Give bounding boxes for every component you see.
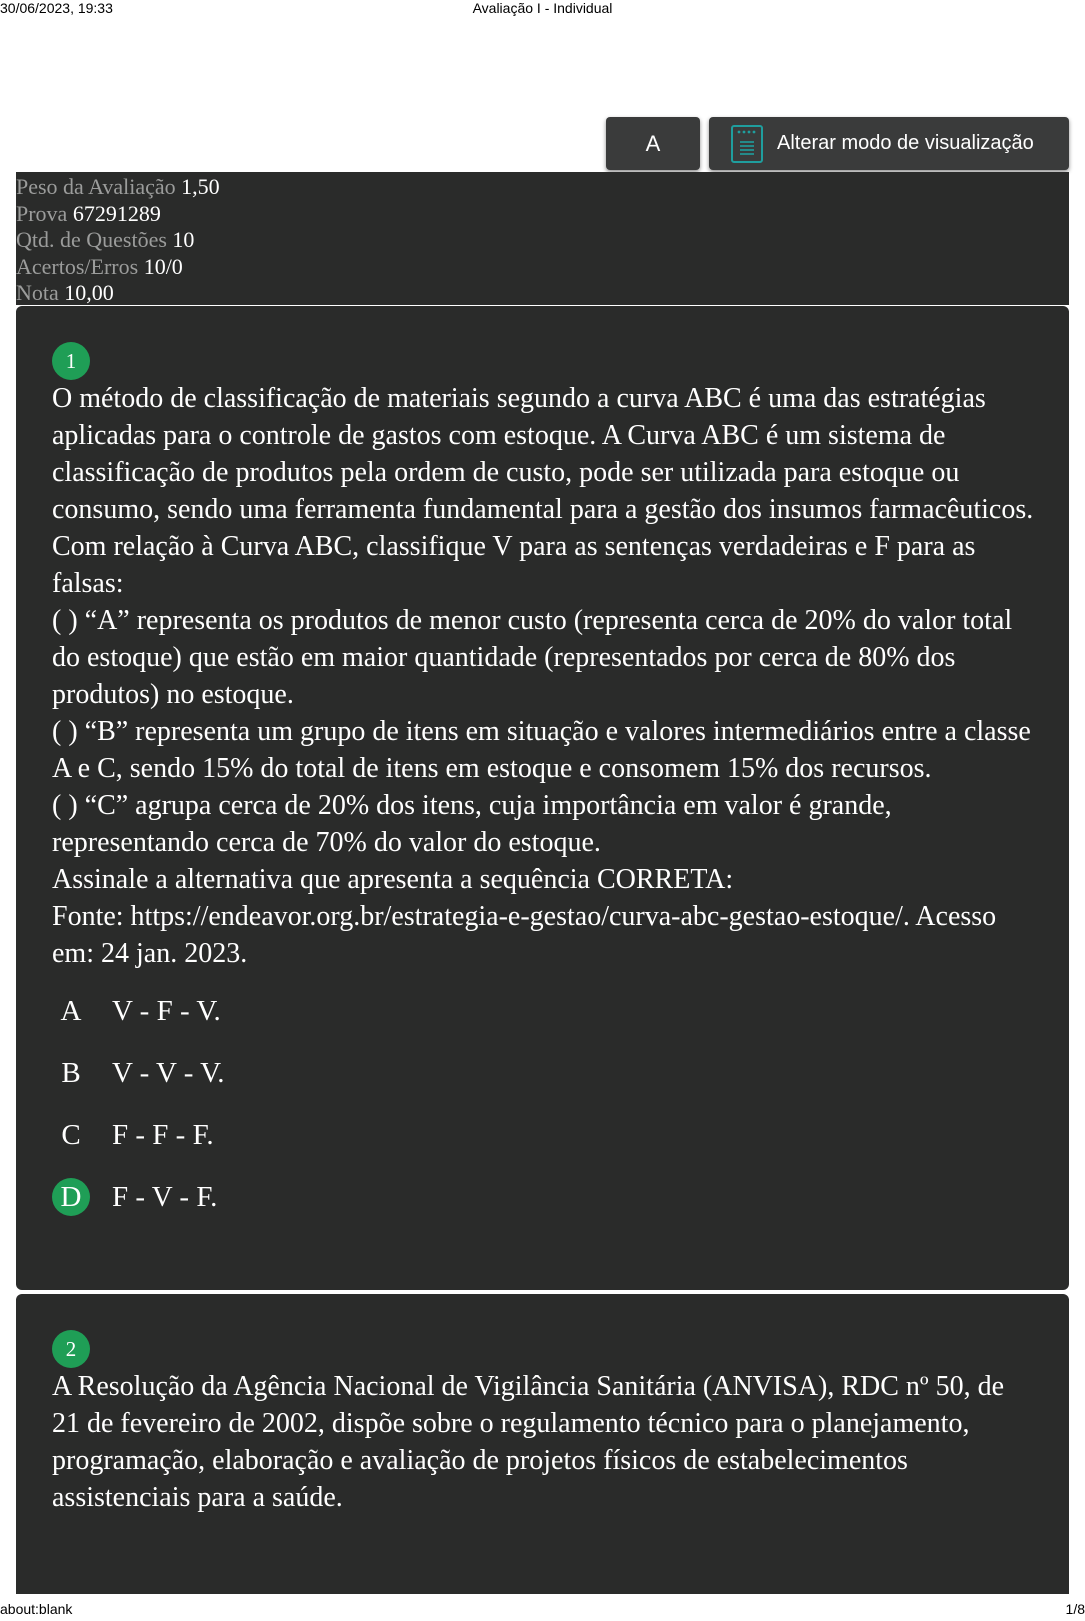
document-list-icon bbox=[731, 125, 763, 163]
question-source: Fonte: https://endeavor.org.br/estrategia-e-gestao/curva-abc-gestao-estoque/. Acesso em: 24 jan. 2023. bbox=[52, 901, 997, 969]
view-mode-label: Alterar modo de visualização bbox=[777, 132, 1034, 154]
print-datetime: 30/06/2023, 19:33 bbox=[0, 0, 113, 16]
info-exam bbox=[16, 201, 1069, 228]
info-questions-value: 10 bbox=[172, 227, 195, 252]
info-hits-value: 10/0 bbox=[143, 253, 183, 279]
option-b[interactable] bbox=[52, 1042, 1039, 1104]
info-exam-value: 67291289 bbox=[72, 200, 161, 226]
info-weight-value: 1,50 bbox=[181, 174, 220, 199]
option-d[interactable] bbox=[52, 1166, 1039, 1228]
print-title: Avaliação I - Individual bbox=[472, 0, 613, 16]
option-text: V - F - V. bbox=[112, 994, 221, 1027]
option-text: V - V - V. bbox=[112, 1056, 225, 1089]
print-url: about:blank bbox=[0, 1601, 73, 1617]
question-card-1 bbox=[16, 306, 1069, 1290]
question-paragraph: A Resolução da Agência Nacional de Vigilância Sanitária (ANVISA), RDC nº 50, de 21 de fevereiro de 2002, dispõe sobre o regulamento técnico para o planejamento, programação, elaboração e avaliação de projetos físicos de estabelecimentos assistenciais para a saúde. bbox=[52, 1371, 1005, 1513]
info-grade-value: 10,00 bbox=[64, 280, 114, 305]
question-statement: ( ) “C” agrupa cerca de 20% dos itens, cuja importância em valor é grande, representando cerca de 70% do valor do estoque. bbox=[52, 790, 892, 858]
info-grade-label: Nota bbox=[16, 280, 59, 305]
question-card-2 bbox=[16, 1294, 1069, 1594]
option-letter-selected: D bbox=[52, 1178, 90, 1216]
print-page-number: 1/8 bbox=[1065, 1601, 1085, 1617]
option-letter: A bbox=[60, 994, 82, 1027]
question-paragraph: O método de classificação de materiais segundo a curva ABC é uma das estratégias aplicadas para o controle de gastos com estoque. A Curva ABC é um sistema de classificação de produtos pela ordem de custo, pode ser utilizada para estoque ou consumo, sendo uma ferramenta fundamental para a gestão dos insumos farmacêuticos. Com relação à Curva ABC, classifique V para as sentenças verdadeiras e F para as falsas: bbox=[52, 383, 1034, 599]
question-number-badge: 1 bbox=[52, 342, 90, 380]
option-c[interactable] bbox=[52, 1104, 1039, 1166]
info-grade bbox=[16, 280, 1069, 307]
info-weight bbox=[16, 174, 1069, 201]
font-size-button-label: A bbox=[645, 130, 661, 156]
question-text bbox=[52, 1368, 1039, 1516]
evaluation-info-panel bbox=[16, 172, 1069, 305]
info-hits-label: Acertos/Erros bbox=[16, 253, 139, 279]
option-letter: B bbox=[61, 1056, 81, 1089]
question-number-badge: 2 bbox=[52, 1330, 90, 1368]
question-instruction: Assinale a alternativa que apresenta a sequência CORRETA: bbox=[52, 864, 734, 895]
option-text: F - F - F. bbox=[112, 1118, 214, 1151]
question-statement: ( ) “B” representa um grupo de itens em situação e valores intermediários entre a classe A e C, sendo 15% do total de itens em estoque e consomem 15% dos recursos. bbox=[52, 716, 1031, 784]
option-text: F - V - F. bbox=[112, 1180, 218, 1213]
question-statement: ( ) “A” representa os produtos de menor custo (representa cerca de 20% do valor total do estoque) que estão em maior quantidade (representados por cerca de 80% dos produtos) no estoque. bbox=[52, 605, 1013, 710]
info-weight-label: Peso da Avaliação bbox=[16, 174, 176, 199]
print-header bbox=[0, 0, 1085, 20]
option-letter: C bbox=[61, 1118, 81, 1151]
info-questions-label: Qtd. de Questões bbox=[16, 227, 167, 252]
info-questions bbox=[16, 227, 1069, 254]
view-mode-button[interactable] bbox=[709, 117, 1069, 170]
answer-options bbox=[52, 980, 1039, 1228]
info-exam-label: Prova bbox=[16, 200, 68, 226]
print-footer bbox=[0, 1601, 1085, 1621]
question-text bbox=[52, 380, 1039, 972]
font-size-button[interactable] bbox=[606, 117, 700, 170]
option-a[interactable] bbox=[52, 980, 1039, 1042]
info-hits bbox=[16, 254, 1069, 281]
